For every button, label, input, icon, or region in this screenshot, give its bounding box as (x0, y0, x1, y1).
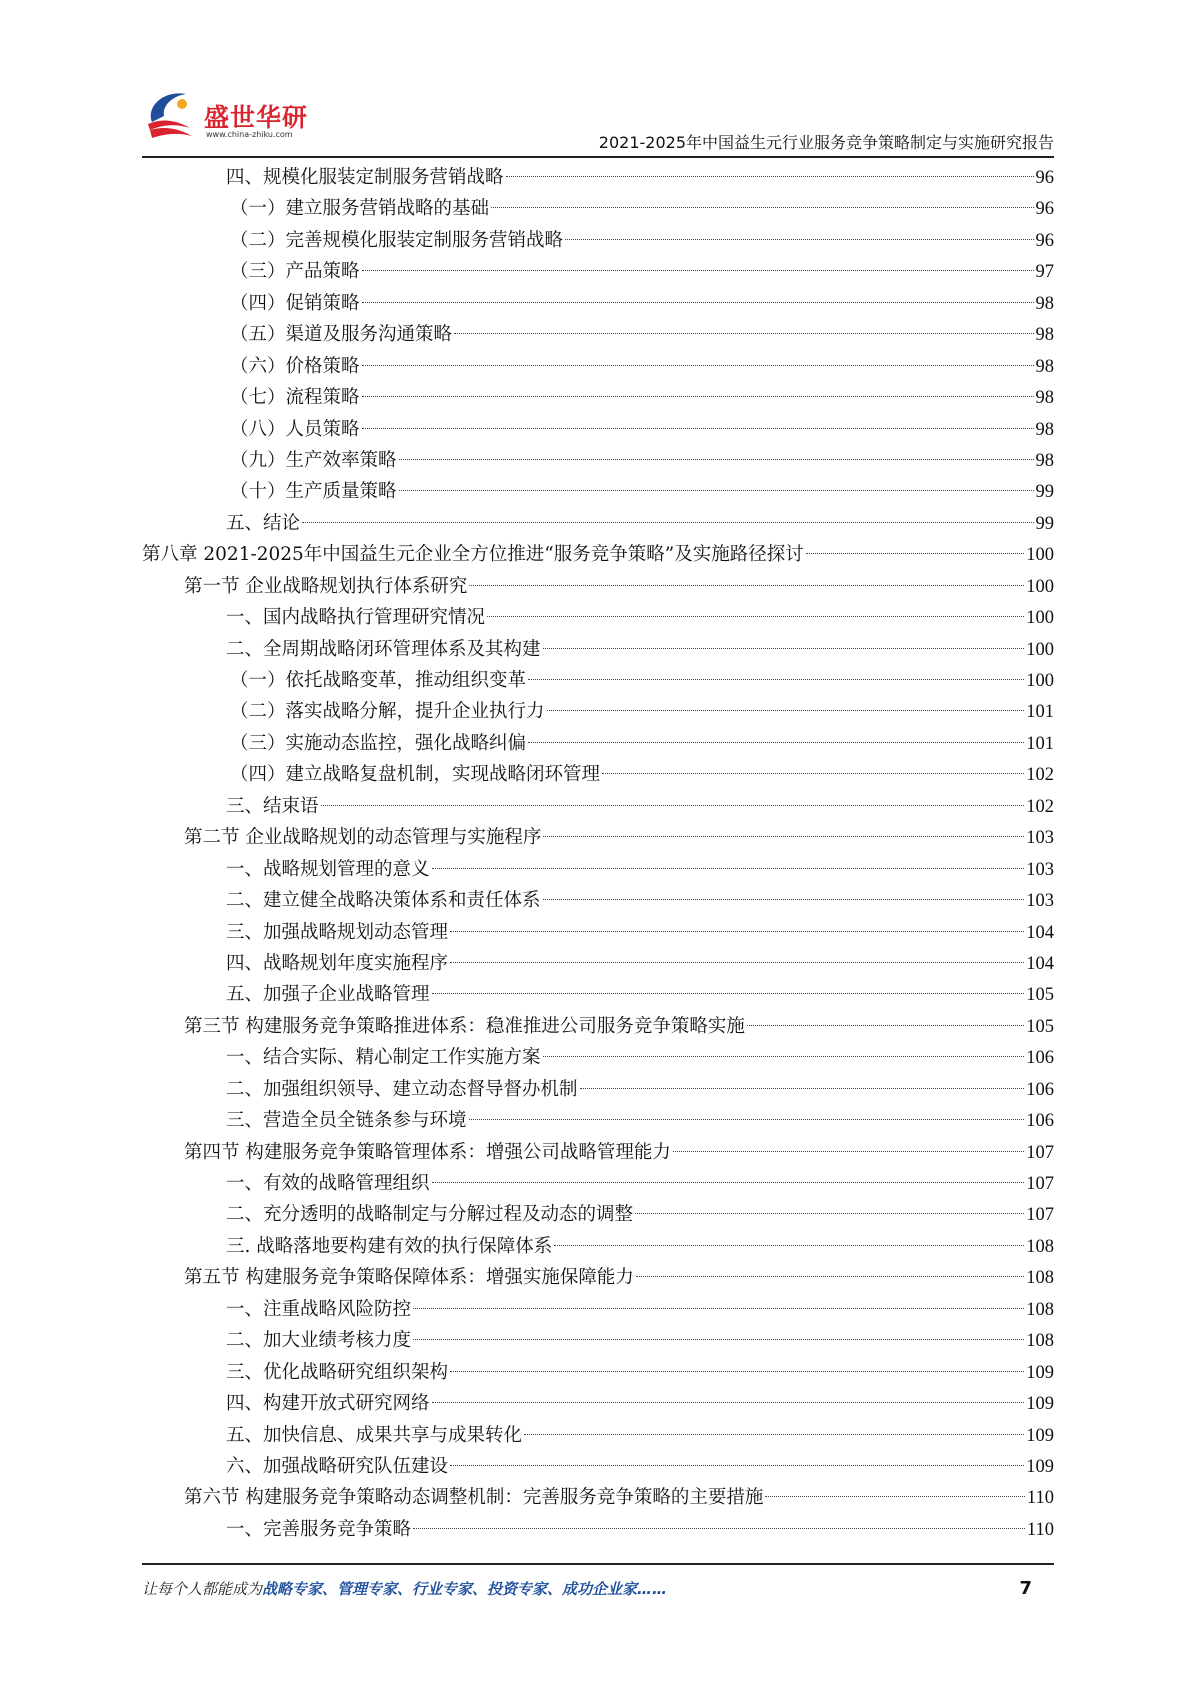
toc-entry-label: 三、营造全员全链条参与环境 (226, 1110, 467, 1132)
toc-entry[interactable] (142, 1388, 1054, 1419)
toc-entry-page: 103 (1026, 859, 1054, 880)
toc-entry-label: 第六节 构建服务竞争策略动态调整机制：完善服务竞争策略的主要措施 (184, 1487, 764, 1509)
toc-entry-page: 98 (1035, 293, 1054, 314)
toc-leader-dots (362, 270, 1034, 271)
toc-entry[interactable] (142, 225, 1054, 256)
toc-entry[interactable] (142, 948, 1054, 979)
toc-entry-label: 二、充分透明的战略制定与分解过程及动态的调整 (226, 1204, 634, 1226)
toc-entry-page: 104 (1026, 953, 1054, 974)
toc-leader-dots (454, 333, 1033, 334)
toc-entry[interactable] (142, 728, 1054, 759)
toc-leader-dots (765, 1496, 1025, 1497)
toc-leader-dots (362, 365, 1034, 366)
toc-leader-dots (547, 710, 1025, 711)
toc-entry[interactable] (142, 759, 1054, 790)
toc-leader-dots (362, 428, 1034, 429)
toc-entry-label: 一、有效的战略管理组织 (226, 1173, 430, 1194)
toc-entry-label: 五、结论 (226, 512, 301, 534)
toc-leader-dots (413, 1528, 1025, 1529)
toc-leader-dots (806, 553, 1025, 554)
toc-entry[interactable] (142, 445, 1054, 476)
toc-entry[interactable] (142, 1042, 1054, 1073)
toc-entry-page: 96 (1035, 230, 1054, 251)
toc-leader-dots (432, 1182, 1025, 1183)
toc-entry-page: 99 (1035, 513, 1054, 534)
toc-entry-label: 三、结束语 (226, 795, 319, 817)
toc-entry[interactable] (142, 854, 1054, 885)
toc-entry-page: 98 (1035, 325, 1054, 346)
toc-entry-label: 第三节 构建服务竞争策略推进体系：稳准推进公司服务竞争策略实施 (184, 1015, 745, 1037)
toc-leader-dots (450, 1371, 1024, 1372)
toc-entry-page: 96 (1035, 199, 1054, 220)
toc-entry-label: 第二节 企业战略规划的动态管理与实施程序 (184, 827, 542, 849)
toc-entry-page: 105 (1026, 985, 1054, 1006)
toc-leader-dots (554, 1245, 1024, 1246)
toc-leader-dots (635, 1213, 1024, 1214)
toc-entry[interactable] (142, 288, 1054, 319)
toc-entry[interactable] (142, 1137, 1054, 1168)
toc-entry-label: 一、完善服务竞争策略 (226, 1518, 412, 1540)
logo-url: www.china-zhiku.com (206, 130, 293, 139)
toc-entry-label: 第五节 构建服务竞争策略保障体系：增强实施保障能力 (184, 1267, 634, 1289)
toc-leader-dots (636, 1276, 1024, 1277)
toc-leader-dots (747, 1025, 1024, 1026)
toc-entry-page: 100 (1026, 545, 1054, 566)
toc-entry-page: 107 (1026, 1205, 1054, 1226)
toc-entry-label: （一）依托战略变革，推动组织变革 (230, 670, 527, 691)
footer-divider (142, 1563, 1054, 1565)
toc-entry-label: 三、优化战略研究组织架构 (226, 1361, 449, 1383)
toc-entry-page: 100 (1026, 639, 1054, 660)
toc-leader-dots (543, 836, 1024, 837)
toc-entry[interactable] (142, 414, 1054, 445)
toc-leader-dots (362, 396, 1034, 397)
footer-slogan-prefix: 让每个人都能成为 (142, 1580, 263, 1598)
toc-entry[interactable] (142, 1168, 1054, 1199)
toc-leader-dots (528, 679, 1024, 680)
toc-entry[interactable] (142, 571, 1054, 602)
toc-entry-page: 108 (1026, 1331, 1054, 1352)
logo-text: 盛世华研 (204, 103, 309, 132)
company-logo (142, 84, 312, 146)
toc-leader-dots (524, 1434, 1024, 1435)
page-header (142, 84, 1054, 160)
toc-entry-page: 108 (1026, 1236, 1054, 1257)
toc-entry-label: （四）建立战略复盘机制，实现战略闭环管理 (230, 764, 601, 786)
toc-entry-label: （二）落实战略分解，提升企业执行力 (230, 701, 545, 723)
toc-entry[interactable] (142, 508, 1054, 539)
toc-entry-label: （六）价格策略 (230, 355, 360, 377)
toc-entry[interactable] (142, 351, 1054, 382)
toc-entry-label: 二、建立健全战略决策体系和责任体系 (226, 890, 541, 912)
toc-entry-page: 109 (1026, 1394, 1054, 1415)
toc-entry-page: 98 (1035, 450, 1054, 471)
toc-entry-label: 二、加大业绩考核力度 (226, 1330, 412, 1352)
toc-entry-page: 101 (1026, 702, 1054, 723)
toc-leader-dots (543, 1056, 1025, 1057)
toc-entry-label: 四、规模化服装定制服务营销战略 (226, 167, 504, 188)
toc-entry-page: 106 (1026, 1111, 1054, 1132)
toc-entry[interactable] (142, 382, 1054, 413)
toc-entry-label: 二、全周期战略闭环管理体系及其构建 (226, 638, 541, 660)
toc-entry-page: 107 (1026, 1142, 1054, 1163)
toc-entry-label: （五）渠道及服务沟通策略 (230, 324, 453, 346)
toc-entry-label: 四、构建开放式研究网络 (226, 1393, 430, 1415)
toc-entry-page: 104 (1026, 922, 1054, 943)
footer-slogan-emphasis: 战略专家、管理专家、行业专家、投资专家、成功企业家…… (262, 1580, 668, 1598)
toc-entry[interactable] (142, 1199, 1054, 1230)
toc-entry-label: （七）流程策略 (230, 387, 360, 409)
document-title: 2021-2025年中国益生元行业服务竞争策略制定与实施研究报告 (598, 133, 1054, 152)
toc-leader-dots (469, 1119, 1025, 1120)
header-divider (142, 156, 1054, 158)
page-number: 7 (1019, 1578, 1032, 1599)
toc-entry[interactable] (142, 634, 1054, 665)
toc-entry-label: （九）生产效率策略 (230, 449, 397, 471)
toc-entry[interactable] (142, 319, 1054, 350)
toc-leader-dots (673, 1151, 1024, 1152)
toc-leader-dots (432, 868, 1025, 869)
toc-entry-label: 四、战略规划年度实施程序 (226, 952, 449, 974)
toc-leader-dots (450, 962, 1024, 963)
toc-entry-page: 108 (1026, 1299, 1054, 1320)
toc-leader-dots (543, 648, 1025, 649)
toc-entry-label: （四）促销策略 (230, 292, 360, 314)
toc-entry[interactable] (142, 917, 1054, 948)
toc-leader-dots (302, 522, 1033, 523)
toc-entry[interactable] (142, 1420, 1054, 1451)
toc-entry-page: 100 (1026, 608, 1054, 629)
toc-entry-page: 101 (1026, 733, 1054, 754)
toc-entry-label: 五、加强子企业战略管理 (226, 984, 430, 1006)
toc-leader-dots (469, 585, 1024, 586)
toc-entry[interactable] (142, 1105, 1054, 1136)
toc-leader-dots (450, 931, 1024, 932)
toc-leader-dots (543, 899, 1025, 900)
toc-entry-page: 96 (1035, 168, 1054, 188)
toc-entry-label: 第四节 构建服务竞争策略管理体系：增强公司战略管理能力 (184, 1141, 671, 1163)
toc-leader-dots (491, 207, 1033, 208)
table-of-contents (142, 162, 1054, 1545)
toc-entry-page: 108 (1026, 1268, 1054, 1289)
toc-entry[interactable] (142, 979, 1054, 1010)
toc-entry-label: 五、加快信息、成果共享与成果转化 (226, 1424, 523, 1446)
toc-entry[interactable] (142, 476, 1054, 507)
toc-entry-page: 109 (1026, 1456, 1054, 1477)
page-footer (142, 1578, 1054, 1608)
toc-entry-label: 一、结合实际、精心制定工作实施方案 (226, 1047, 541, 1069)
toc-entry-label: 二、加强组织领导、建立动态督导督办机制 (226, 1078, 578, 1100)
toc-entry-page: 102 (1026, 796, 1054, 817)
toc-entry[interactable] (142, 1231, 1054, 1262)
toc-entry-page: 99 (1035, 482, 1054, 503)
toc-entry[interactable] (142, 1011, 1054, 1042)
toc-entry-page: 102 (1026, 765, 1054, 786)
toc-entry-page: 100 (1026, 576, 1054, 597)
toc-leader-dots (506, 176, 1034, 177)
toc-entry-page: 103 (1026, 828, 1054, 849)
toc-leader-dots (432, 1402, 1025, 1403)
toc-entry-page: 98 (1035, 356, 1054, 377)
toc-entry-page: 100 (1026, 671, 1054, 691)
toc-entry[interactable] (142, 665, 1054, 696)
toc-entry-label: （十）生产质量策略 (230, 481, 397, 503)
toc-entry-page: 98 (1035, 388, 1054, 409)
toc-leader-dots (432, 993, 1025, 994)
toc-entry[interactable] (142, 1325, 1054, 1356)
toc-entry[interactable] (142, 1294, 1054, 1325)
toc-entry-page: 109 (1026, 1362, 1054, 1383)
toc-entry[interactable] (142, 602, 1054, 633)
toc-entry-page: 98 (1035, 419, 1054, 440)
toc-entry[interactable] (142, 539, 1054, 570)
toc-entry-page: 109 (1026, 1425, 1054, 1446)
toc-entry-label: （三）产品策略 (230, 261, 360, 283)
toc-entry[interactable] (142, 822, 1054, 853)
toc-entry-label: 第一节 企业战略规划执行体系研究 (184, 575, 468, 597)
toc-entry-label: （二）完善规模化服装定制服务营销战略 (230, 229, 564, 251)
toc-leader-dots (450, 1465, 1024, 1466)
toc-leader-dots (565, 239, 1033, 240)
toc-entry-page: 106 (1026, 1048, 1054, 1069)
toc-entry-label: 三、加强战略规划动态管理 (226, 921, 449, 943)
toc-entry-label: 一、国内战略执行管理研究情况 (226, 607, 486, 629)
toc-entry[interactable] (142, 1357, 1054, 1388)
toc-entry-page: 97 (1035, 262, 1054, 283)
toc-leader-dots (487, 616, 1024, 617)
toc-entry-label: 三. 战略落地要构建有效的执行保障体系 (226, 1235, 553, 1257)
logo-swirl-icon (142, 84, 212, 144)
toc-entry[interactable] (142, 1451, 1054, 1482)
toc-entry-label: 第八章 2021-2025年中国益生元企业全方位推进“服务竞争策略”及实施路径探讨 (142, 544, 804, 566)
toc-entry-page: 105 (1026, 1016, 1054, 1037)
toc-entry-page: 107 (1026, 1174, 1054, 1194)
toc-entry[interactable] (142, 1074, 1054, 1105)
toc-entry-page: 106 (1026, 1079, 1054, 1100)
toc-entry[interactable] (142, 1482, 1054, 1513)
toc-entry-page: 110 (1026, 1519, 1054, 1540)
toc-entry-label: 一、战略规划管理的意义 (226, 858, 430, 880)
toc-leader-dots (528, 742, 1024, 743)
toc-entry[interactable] (142, 1514, 1054, 1545)
toc-leader-dots (602, 773, 1024, 774)
toc-entry[interactable] (142, 1262, 1054, 1293)
toc-entry-label: （三）实施动态监控，强化战略纠偏 (230, 732, 527, 754)
toc-entry[interactable] (142, 162, 1054, 193)
toc-entry[interactable] (142, 885, 1054, 916)
toc-entry-label: 一、注重战略风险防控 (226, 1298, 412, 1320)
toc-entry-label: （一）建立服务营销战略的基础 (230, 198, 490, 220)
toc-leader-dots (413, 1339, 1024, 1340)
toc-entry[interactable] (142, 696, 1054, 727)
toc-leader-dots (399, 459, 1034, 460)
toc-entry-page: 103 (1026, 891, 1054, 912)
toc-entry[interactable] (142, 256, 1054, 287)
toc-leader-dots (399, 490, 1034, 491)
toc-entry-label: 六、加强战略研究队伍建设 (226, 1455, 449, 1477)
toc-entry-label: （八）人员策略 (230, 418, 360, 440)
toc-entry[interactable] (142, 193, 1054, 224)
toc-leader-dots (413, 1308, 1024, 1309)
toc-leader-dots (362, 302, 1034, 303)
toc-entry-page: 110 (1026, 1488, 1054, 1509)
toc-entry[interactable] (142, 791, 1054, 822)
toc-leader-dots (580, 1088, 1025, 1089)
toc-leader-dots (321, 805, 1025, 806)
